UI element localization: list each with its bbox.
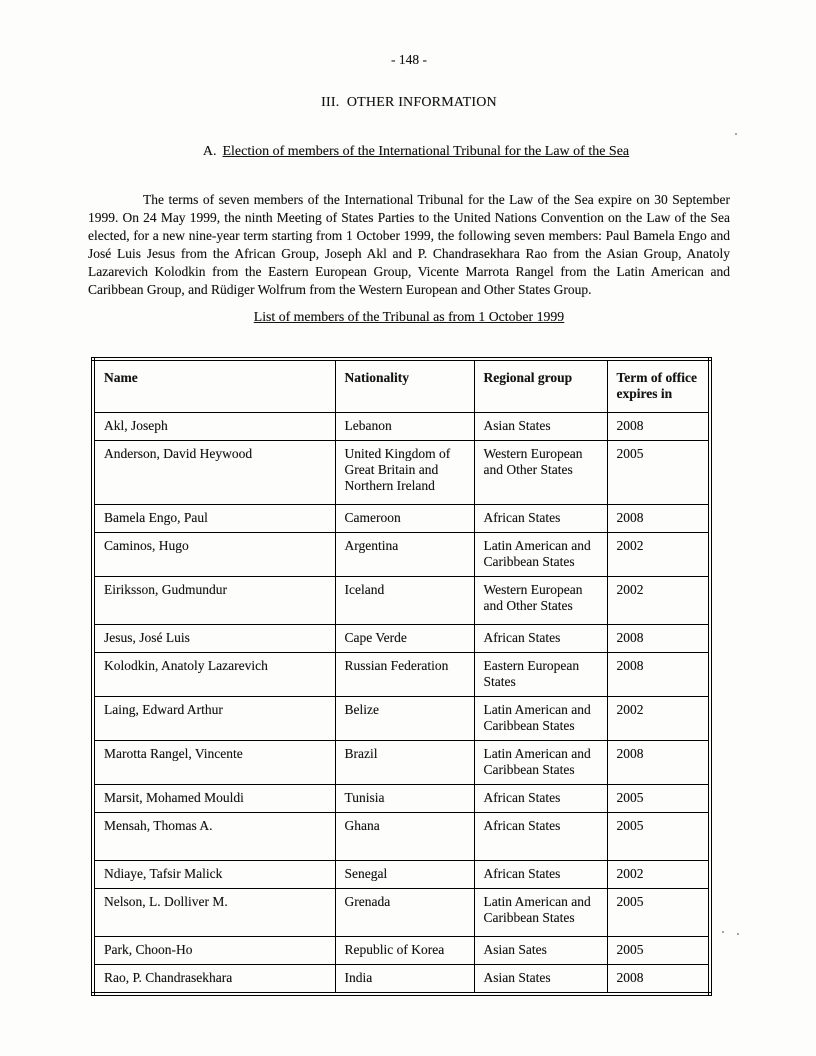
table-caption — [88, 309, 730, 325]
table-header-row — [93, 359, 710, 413]
column-header-name: Name — [93, 359, 335, 413]
table-cell: 2005 — [607, 813, 710, 861]
table-cell: African States — [474, 625, 607, 653]
table-cell: 2005 — [607, 441, 710, 505]
table-row — [93, 577, 710, 625]
table-cell: Latin American and Caribbean States — [474, 697, 607, 741]
column-header-nationality: Nationality — [335, 359, 474, 413]
table-row — [93, 741, 710, 785]
scan-speck — [722, 931, 724, 933]
table-row — [93, 861, 710, 889]
table-cell: Iceland — [335, 577, 474, 625]
table-cell: Belize — [335, 697, 474, 741]
subsection-label: A. — [202, 144, 217, 159]
table-cell: African States — [474, 785, 607, 813]
table-cell: Asian States — [474, 413, 607, 441]
table-cell: Anderson, David Heywood — [93, 441, 335, 505]
table-row — [93, 413, 710, 441]
table-cell: United Kingdom of Great Britain and Northern Ireland — [335, 441, 474, 505]
table-row — [93, 813, 710, 861]
table-cell: India — [335, 965, 474, 995]
table-cell: Laing, Edward Arthur — [93, 697, 335, 741]
table-cell: Western European and Other States — [474, 577, 607, 625]
table-cell: Grenada — [335, 889, 474, 937]
table-cell: Republic of Korea — [335, 937, 474, 965]
table-cell: 2002 — [607, 861, 710, 889]
table-cell: 2008 — [607, 965, 710, 995]
table-cell: Cape Verde — [335, 625, 474, 653]
table-cell: 2002 — [607, 697, 710, 741]
subsection-title: Election of members of the International Tribunal for the Law of the Sea — [222, 144, 630, 159]
table-cell: Western European and Other States — [474, 441, 607, 505]
table-row — [93, 625, 710, 653]
scan-speck — [737, 933, 739, 935]
intro-paragraph: The terms of seven members of the International Tribunal for the Law of the Sea expire on 30 September 1999. On 24 May 1999, the ninth Meeting of States Parties to the United Nations Convention on the Law of the Sea elected, for a new nine-year term starting from 1 October 1999, the following seven members: Paul Bamela Engo and José Luis Jesus from the African Group, Joseph Akl and P. Chandrasekhara Rao from the Asian Group, Anatoly Lazarevich Kolodkin from the Eastern European Group, Vicente Marrota Rangel from the Latin American and Caribbean Group, and Rüdiger Wolfrum from the Western European and Other States Group. — [88, 192, 730, 297]
table-cell: 2008 — [607, 505, 710, 533]
scan-speck — [735, 133, 737, 135]
table-cell: Asian States — [474, 965, 607, 995]
table-body — [93, 413, 710, 995]
table-cell: Ghana — [335, 813, 474, 861]
table-row — [93, 653, 710, 697]
table-cell: 2008 — [607, 653, 710, 697]
table-cell: Cameroon — [335, 505, 474, 533]
table-cell: 2008 — [607, 625, 710, 653]
table-cell: Latin American and Caribbean States — [474, 741, 607, 785]
table-cell: Russian Federation — [335, 653, 474, 697]
table-row — [93, 533, 710, 577]
section-heading: III. OTHER INFORMATION — [321, 95, 497, 110]
table-row — [93, 441, 710, 505]
table-cell: 2002 — [607, 533, 710, 577]
column-header-term: Term of office expires in — [607, 359, 710, 413]
subsection-heading — [88, 128, 730, 176]
table-cell: 2005 — [607, 785, 710, 813]
members-table — [91, 357, 712, 996]
page-number: - 148 - — [391, 52, 427, 67]
table-cell: Argentina — [335, 533, 474, 577]
table-cell: Kolodkin, Anatoly Lazarevich — [93, 653, 335, 697]
table-cell: Park, Choon-Ho — [93, 937, 335, 965]
table-row — [93, 697, 710, 741]
table-cell: Brazil — [335, 741, 474, 785]
table-cell: Bamela Engo, Paul — [93, 505, 335, 533]
table-row — [93, 889, 710, 937]
table-cell: Lebanon — [335, 413, 474, 441]
table-cell: 2005 — [607, 889, 710, 937]
table-cell: Eastern European States — [474, 653, 607, 697]
table-row — [93, 505, 710, 533]
table-cell: 2005 — [607, 937, 710, 965]
table-cell: Senegal — [335, 861, 474, 889]
table-cell: African States — [474, 813, 607, 861]
table-cell: African States — [474, 861, 607, 889]
table-cell: 2002 — [607, 577, 710, 625]
table-cell: Tunisia — [335, 785, 474, 813]
table-cell: Latin American and Caribbean States — [474, 533, 607, 577]
table-row — [93, 785, 710, 813]
table-cell: Mensah, Thomas A. — [93, 813, 335, 861]
table-cell: Rao, P. Chandrasekhara — [93, 965, 335, 995]
column-header-regional-group: Regional group — [474, 359, 607, 413]
table-cell: Asian Sates — [474, 937, 607, 965]
table-caption-text: List of members of the Tribunal as from 1 October 1999 — [253, 309, 565, 324]
table-cell: Caminos, Hugo — [93, 533, 335, 577]
table-cell: Jesus, José Luis — [93, 625, 335, 653]
table-cell: Eiriksson, Gudmundur — [93, 577, 335, 625]
table-cell: African States — [474, 505, 607, 533]
table-cell: 2008 — [607, 741, 710, 785]
table-cell: Latin American and Caribbean States — [474, 889, 607, 937]
table-cell: Marotta Rangel, Vincente — [93, 741, 335, 785]
table-cell: Akl, Joseph — [93, 413, 335, 441]
table-cell: 2008 — [607, 413, 710, 441]
table-cell: Marsit, Mohamed Mouldi — [93, 785, 335, 813]
table-row — [93, 965, 710, 995]
table-cell: Nelson, L. Dolliver M. — [93, 889, 335, 937]
table-cell: Ndiaye, Tafsir Malick — [93, 861, 335, 889]
table-row — [93, 937, 710, 965]
